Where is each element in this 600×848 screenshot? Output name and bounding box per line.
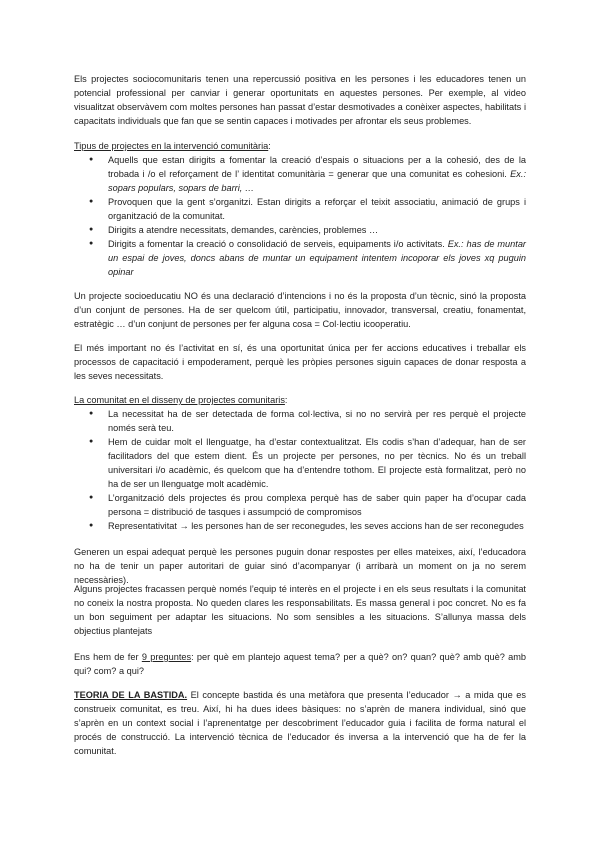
tipus-item-example: Ex.: sopars populars, sopars de barri, … (108, 169, 526, 193)
intro-paragraph (74, 72, 526, 128)
tipus-heading-line (74, 139, 526, 153)
tipus-section (74, 139, 526, 279)
list-item (74, 223, 526, 237)
comunitat-heading: La comunitat en el disseny de projectes comunitaris (74, 395, 285, 405)
preguntes-paragraph (74, 650, 526, 678)
tipus-heading-colon: : (268, 141, 271, 151)
teoria-line (74, 688, 526, 758)
list-item (74, 195, 526, 223)
preguntes-before: Ens hem de fer (74, 652, 142, 662)
fracassen-paragraph (74, 582, 526, 638)
tipus-item-text: Dirigits a atendre necessitats, demandes, carències, problemes … (108, 225, 379, 235)
list-item: ● La necessitat ha de ser detectada de forma col·lectiva, si no no servirà per res perquè el projecte només serà teu. (74, 407, 526, 435)
tipus-heading: Tipus de projectes en la intervenció comunitària (74, 141, 269, 151)
fracassen-text: Alguns projectes fracassen perquè només l’equip té interès en el projecte i en els seus resultats i la comunitat no coneix la nostra proposta. No queden clares les responsabilitats. Es massa general i poc concret. No es fa un bon seguiment per adaptar les situacions. No som sensibles a les situacions. S’allunya massa dels objectius plantejats (74, 584, 526, 636)
tipus-item-text: Provoquen que la gent s’organitzi. Estan dirigits a reforçar el teixit associatiu, animació de grups i organització de la comunitat. (108, 197, 526, 221)
list-item (74, 153, 526, 195)
tipus-list (74, 153, 526, 279)
teoria-paragraph (74, 688, 526, 758)
tipus-item-text: Dirigits a fomentar la creació o consolidació de serveis, equipaments i/o activitats. (108, 239, 448, 249)
tipus-item-example: Ex.: has de muntar un espai de joves, doncs abans de muntar un equipament intentem incoporar els joves xq puguin opinar (108, 239, 526, 277)
socioeducatiu-paragraph (74, 289, 526, 331)
intro-text: Els projectes sociocomunitaris tenen una repercussió positiva en les persones i les educadores tenen un potencial professional per canviar i generar oportunitats en aquestes persones. Per exemple, al video visualitzat observàvem com moltes persones han passat d’estar desmotivades a conèixer aspectes, habilitats i capacitats individuals que fan que se sentin capaces i motivades per afrontar els seus problemes. (74, 74, 526, 126)
list-item: ● L’organització dels projectes és prou complexa perquè has de saber quin paper ha d’ocupar cada persona = distribució de tasques i assumpció de compromisos (74, 491, 526, 519)
list-item: ● Representativitat → les persones han de ser reconegudes, les seves accions han de ser reconegudes (74, 519, 526, 533)
tipus-item-text: Aquells que estan dirigits a fomentar la creació d’espais o situacions per a la cohesió, des de la trobada i /o el reforçament de l’ identitat comunitària = generar que una comunitat es cohesioni. (108, 155, 526, 179)
list-item (74, 237, 526, 279)
comunitat-list (74, 407, 526, 533)
list-item: ● Hem de cuidar molt el llenguatge, ha d’estar contextualitzat. Els codis s’han d’adequar, han de ser facilitadors del que estem dient. És un projecte per persones, no per tècnics. No és un treball universitari i/o acadèmic, és quelcom que ha d’entendre tothom. El projecte està formalitzat, però no ha de ser un llenguatge molt acadèmic. (74, 435, 526, 491)
generen-paragraph (74, 545, 526, 587)
comunitat-heading-colon: : (284, 395, 288, 405)
important-text: El més important no és l’activitat en sí, és una oportunitat única per fer accions educatives i treballar els processos de capacitació i empoderament, perquè les pròpies persones siguin capaces de donar resposta a les seves necessitats. (74, 343, 526, 381)
teoria-heading: TEORIA DE LA BASTIDA. (74, 690, 188, 700)
comunitat-heading-line (74, 393, 526, 407)
comunitat-section (74, 393, 526, 533)
teoria-text: El concepte bastida és una metàfora que presenta l’educador → a mida que es construeix comunitat, es treu. Així, hi ha dues idees bàsiques: no s’aprèn de manera individual, sinó que s’aprèn en un context social i l’aprenentatge per descobriment l’educador guia i facilita de forma natural el procés de construcció. La intervenció tècnica de l’educador és inversa a la intervenció que ha de fer la comunitat. (74, 690, 526, 756)
preguntes-line (74, 650, 526, 678)
generen-text: Generen un espai adequat perquè les persones puguin donar respostes per elles mateixes, així, l’educadora no ha de tenir un paper autoritari de guiar sinó d’acompanyar (i arribarà un moment on ja no serem necessàries). (74, 547, 526, 585)
preguntes-link: 9 preguntes (141, 652, 192, 662)
important-paragraph (74, 341, 526, 383)
preguntes-after: : per què em plantejo aquest tema? per a què? on? quan? què? amb què? amb qui? com? a qui? (74, 652, 526, 676)
socioeducatiu-text: Un projecte socioeducatiu NO és una declaració d’intencions i no és la proposta d’un tècnic, sinó la proposta d’un conjunt de persones. Ha de ser quelcom útil, participatiu, innovador, transversal, creatiu, fonamentat, estratègic … d’un conjunt de persones per fer alguna cosa = Col·lectiu icooperatiu. (74, 291, 526, 329)
